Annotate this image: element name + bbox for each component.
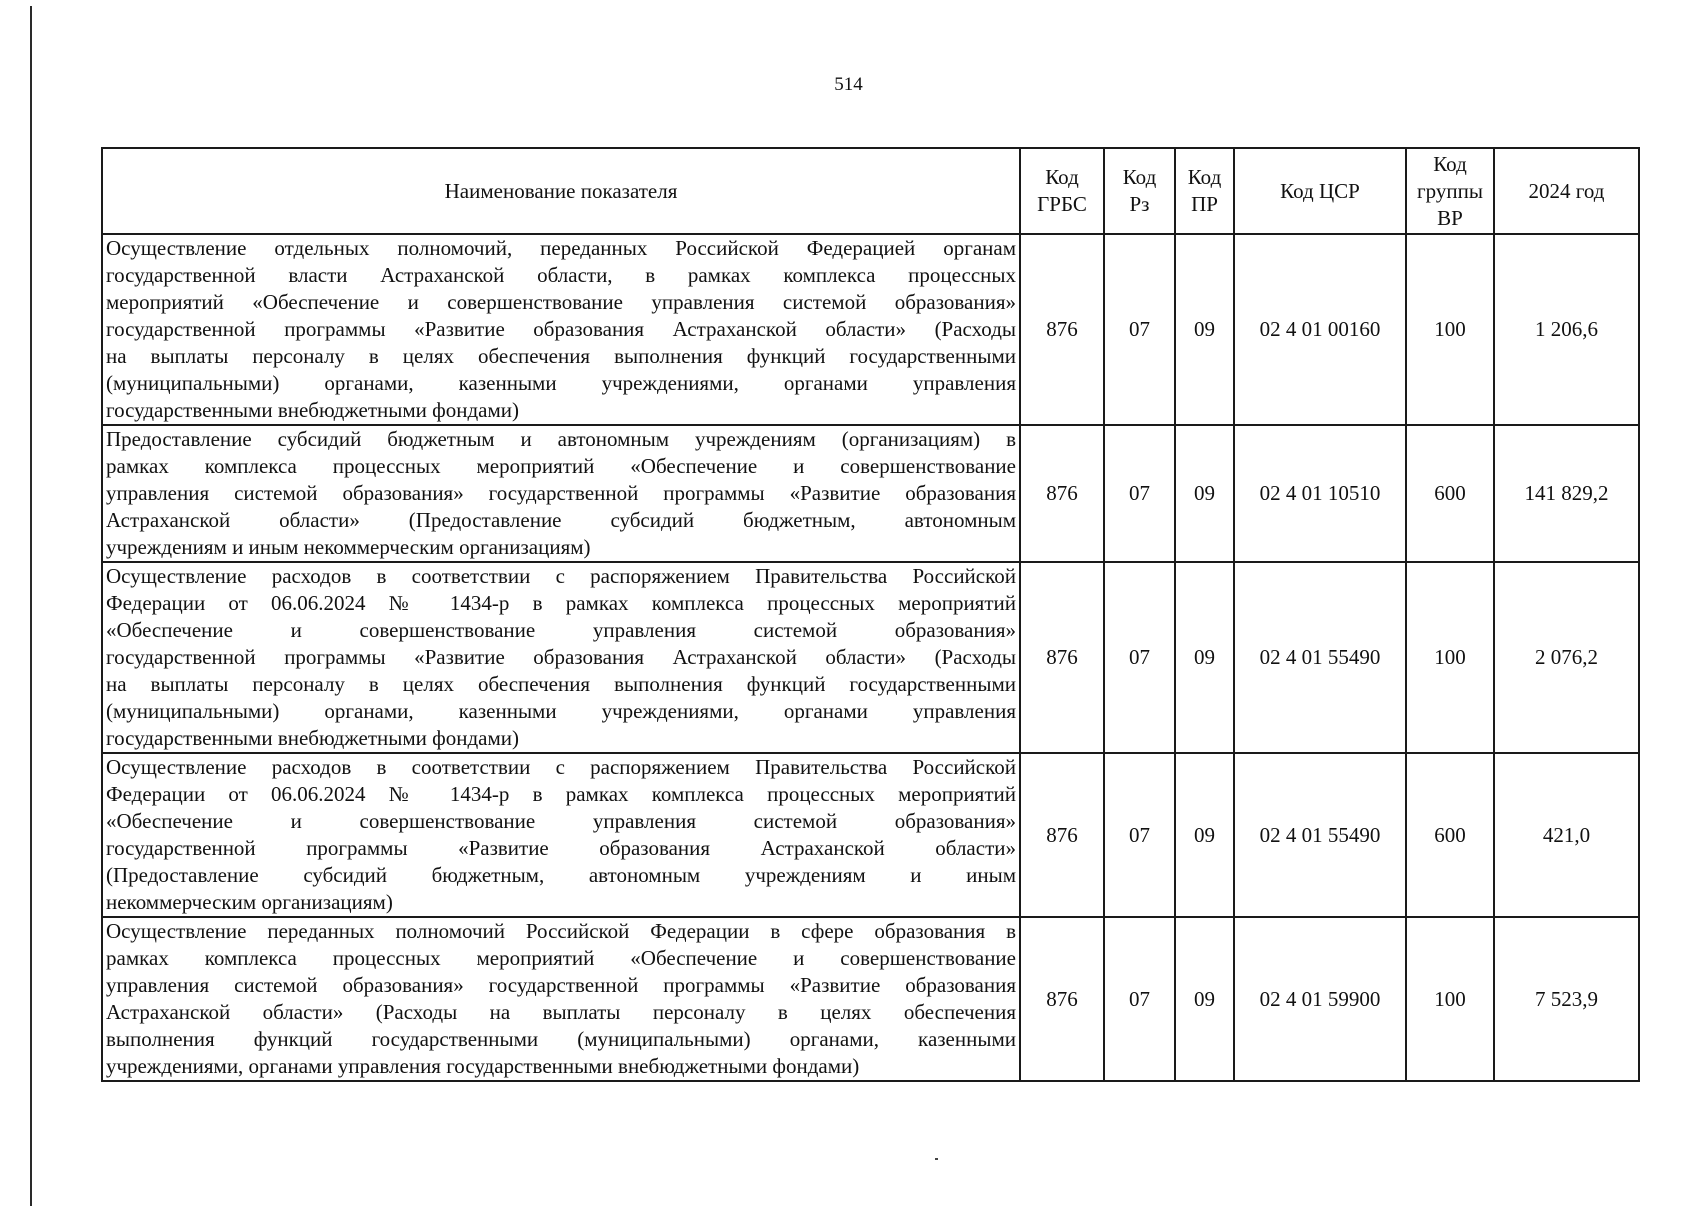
cell-pr: 09 — [1175, 917, 1234, 1081]
description-line: «Обеспечение и совершенствование управления системой образования» — [106, 809, 1016, 833]
description-line: государственной власти Астраханской области, в рамках комплекса процессных — [106, 263, 1016, 287]
cell-csr: 02 4 01 55490 — [1234, 753, 1406, 917]
header-vr-line: Код — [1433, 151, 1467, 176]
header-vr — [1406, 148, 1494, 234]
cell-vr: 100 — [1406, 562, 1494, 753]
description-line: Федерации от 06.06.2024 № 1434-р в рамках комплекса процессных мероприятий — [106, 591, 1016, 615]
header-rz-line: Код — [1122, 165, 1157, 189]
cell-pr: 09 — [1175, 562, 1234, 753]
header-pr-line: ПР — [1191, 192, 1218, 216]
description-line: государственной программы «Развитие образования Астраханской области» (Расходы — [106, 645, 1016, 669]
cell-csr: 02 4 01 59900 — [1234, 917, 1406, 1081]
header-csr: Код ЦСР — [1234, 148, 1406, 234]
row-description — [102, 425, 1020, 562]
row-description — [102, 753, 1020, 917]
description-line: мероприятий «Обеспечение и совершенствование управления системой образования» — [106, 290, 1016, 314]
cell-pr: 09 — [1175, 753, 1234, 917]
description-line: некоммерческим организациям) — [106, 890, 393, 914]
budget-table — [101, 147, 1640, 1082]
cell-csr: 02 4 01 00160 — [1234, 234, 1406, 425]
header-grbs-line: ГРБС — [1037, 192, 1087, 216]
cell-grbs: 876 — [1020, 562, 1104, 753]
table-row — [102, 753, 1639, 917]
description-line: государственными внебюджетными фондами) — [106, 398, 520, 422]
cell-pr: 09 — [1175, 234, 1234, 425]
cell-csr: 02 4 01 10510 — [1234, 425, 1406, 562]
description-line: рамках комплекса процессных мероприятий «Обеспечение и совершенствование — [106, 946, 1016, 970]
header-grbs-line: Код — [1045, 165, 1079, 189]
scan-speck — [935, 1158, 938, 1160]
cell-vr: 600 — [1406, 753, 1494, 917]
row-description — [102, 917, 1020, 1081]
cell-amount: 141 829,2 — [1494, 425, 1639, 562]
table-row — [102, 917, 1639, 1081]
description-line: выполнения функций государственными (муниципальными) органами, казенными — [106, 1027, 1016, 1051]
description-line: государственной программы «Развитие образования Астраханской области» (Расходы — [106, 317, 1016, 341]
cell-vr: 100 — [1406, 234, 1494, 425]
description-line: Осуществление расходов в соответствии с распоряжением Правительства Российской — [106, 564, 1016, 588]
cell-vr: 600 — [1406, 425, 1494, 562]
table-row — [102, 425, 1639, 562]
description-line: (муниципальными) органами, казенными учреждениями, органами управления — [106, 699, 1016, 723]
cell-rz: 07 — [1104, 753, 1175, 917]
row-description — [102, 234, 1020, 425]
description-line: Предоставление субсидий бюджетным и автономным учреждениям (организациям) в — [106, 427, 1016, 451]
description-line: «Обеспечение и совершенствование управления системой образования» — [106, 618, 1016, 642]
cell-rz: 07 — [1104, 234, 1175, 425]
description-line: (муниципальными) органами, казенными учреждениями, органами управления — [106, 371, 1016, 395]
table-row — [102, 234, 1639, 425]
table-header-row — [102, 148, 1639, 234]
description-line: Федерации от 06.06.2024 № 1434-р в рамках комплекса процессных мероприятий — [106, 782, 1016, 806]
page-number: 514 — [834, 74, 863, 95]
cell-rz: 07 — [1104, 562, 1175, 753]
description-line: Осуществление расходов в соответствии с распоряжением Правительства Российской — [106, 755, 1016, 779]
cell-grbs: 876 — [1020, 753, 1104, 917]
header-vr-line: группы — [1417, 178, 1483, 203]
description-line: Астраханской области» (Предоставление субсидий бюджетным, автономным — [106, 508, 1016, 532]
description-line: государственными внебюджетными фондами) — [106, 726, 520, 750]
cell-pr: 09 — [1175, 425, 1234, 562]
description-line: рамках комплекса процессных мероприятий «Обеспечение и совершенствование — [106, 454, 1016, 478]
description-line: управления системой образования» государственной программы «Развитие образования — [106, 481, 1016, 505]
header-rz-line: Рз — [1129, 192, 1150, 216]
header-year: 2024 год — [1494, 148, 1639, 234]
cell-grbs: 876 — [1020, 234, 1104, 425]
description-line: учреждениями, органами управления государственными внебюджетными фондами) — [106, 1054, 860, 1078]
cell-amount: 421,0 — [1494, 753, 1639, 917]
cell-rz: 07 — [1104, 917, 1175, 1081]
cell-grbs: 876 — [1020, 425, 1104, 562]
header-rz — [1104, 148, 1175, 234]
scan-edge-line — [30, 6, 32, 1206]
cell-amount: 2 076,2 — [1494, 562, 1639, 753]
cell-amount: 7 523,9 — [1494, 917, 1639, 1081]
description-line: учреждениям и иным некоммерческим организациям) — [106, 535, 591, 559]
description-line: государственной программы «Развитие образования Астраханской области» — [106, 836, 1016, 860]
cell-grbs: 876 — [1020, 917, 1104, 1081]
description-line: управления системой образования» государственной программы «Развитие образования — [106, 973, 1016, 997]
description-line: Астраханской области» (Расходы на выплаты персоналу в целях обеспечения — [106, 1000, 1016, 1024]
header-grbs — [1020, 148, 1104, 234]
description-line: Осуществление переданных полномочий Российской Федерации в сфере образования в — [106, 919, 1016, 943]
description-line: на выплаты персоналу в целях обеспечения выполнения функций государственными — [106, 344, 1016, 368]
cell-rz: 07 — [1104, 425, 1175, 562]
header-name: Наименование показателя — [102, 148, 1020, 234]
table-row — [102, 562, 1639, 753]
description-line: (Предоставление субсидий бюджетным, автономным учреждениям и иным — [106, 863, 1016, 887]
cell-csr: 02 4 01 55490 — [1234, 562, 1406, 753]
header-vr-line: ВР — [1437, 205, 1463, 230]
cell-vr: 100 — [1406, 917, 1494, 1081]
cell-amount: 1 206,6 — [1494, 234, 1639, 425]
row-description — [102, 562, 1020, 753]
header-pr-line: Код — [1187, 165, 1222, 189]
description-line: на выплаты персоналу в целях обеспечения выполнения функций государственными — [106, 672, 1016, 696]
description-line: Осуществление отдельных полномочий, переданных Российской Федерацией органам — [106, 236, 1016, 260]
header-pr — [1175, 148, 1234, 234]
